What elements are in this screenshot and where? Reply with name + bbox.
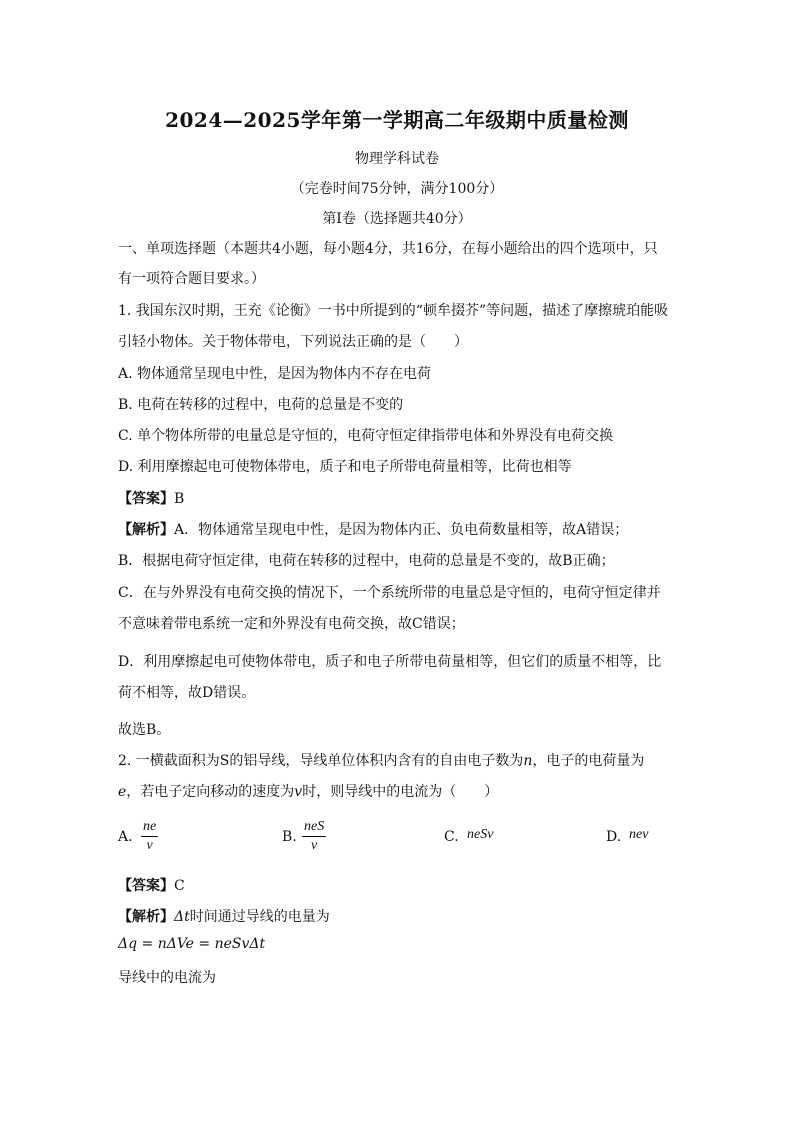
q1-analysis-a — [118, 519, 628, 539]
q2-analysis-dt: Δt — [174, 909, 190, 925]
q2-answer-value: C — [174, 878, 185, 894]
q2-stem-line2-text: ，若电子定向移动的速度为 — [126, 784, 295, 800]
q1-answer — [118, 488, 184, 508]
q1-option-c: C. 单个物体所带的电量总是守恒的，电荷守恒定律指带电体和外界没有电荷交换 — [118, 428, 614, 444]
q1-answer-value: B — [174, 491, 185, 507]
q2-option-a-fraction — [141, 818, 158, 855]
q2-option-c-label: C. — [444, 829, 459, 845]
q2-option-a-numerator: ne — [141, 818, 158, 837]
q2-stem-line1-text: 2. 一横截面积为S的铝导线，导线单位体积内含有的自由电子数为 — [118, 753, 524, 769]
exam-subject: 物理学科试卷 — [355, 151, 439, 167]
q1-conclusion: 故选B。 — [118, 722, 171, 738]
q2-option-c-value: neSv — [467, 827, 494, 842]
q2-option-d-value: nev — [629, 827, 649, 842]
q2-stem-v: v — [294, 784, 303, 800]
section-intro-line2: 有一项符合题目要求。） — [118, 271, 265, 287]
q1-analysis-label: 【解析】 — [118, 522, 174, 538]
q1-analysis-d1: D．利用摩擦起电可使物体带电，质子和电子所带电荷量相等，但它们的质量不相等，比 — [118, 654, 662, 670]
q2-stem-line1 — [118, 750, 644, 770]
q2-option-a-label: A. — [118, 829, 133, 845]
section-intro-line1: 一、单项选择题（本题共4小题，每小题4分，共16分，在每小题给出的四个选项中，只 — [118, 241, 658, 257]
q1-option-b: B. 电荷在转移的过程中，电荷的总量是不变的 — [118, 397, 404, 413]
q2-stem-line2-tail: 时，则导线中的电流为（ ） — [302, 784, 499, 800]
q1-option-d: D. 利用摩擦起电可使物体带电，质子和电子所带电荷量相等，比荷也相等 — [118, 459, 572, 475]
q1-answer-label: 【答案】 — [118, 491, 174, 507]
q2-option-b-fraction — [302, 818, 326, 855]
q2-option-b-numerator: neS — [302, 818, 326, 837]
q1-option-a: A. 物体通常呈现电中性，是因为物体内不存在电荷 — [118, 366, 432, 382]
exam-info: （完卷时间75分钟，满分100分） — [290, 181, 504, 197]
q2-analysis — [118, 906, 330, 926]
q2-analysis-label: 【解析】 — [118, 909, 174, 925]
q2-option-a-denominator: v — [146, 838, 153, 853]
q1-analysis-d2: 荷不相等，故D错误。 — [118, 685, 256, 701]
q1-stem-line2: 引轻小物体。关于物体带电，下列说法正确的是（ ） — [118, 334, 468, 350]
q2-stem-line1-tail: ，电子的电荷量为 — [532, 753, 645, 769]
q2-option-b-label: B. — [282, 829, 297, 845]
q2-stem-line2 — [118, 781, 498, 801]
q1-stem-line1: 1. 我国东汉时期，王充《论衡》一书中所提到的“顿牟掇芥”等问题，描述了摩擦琥珀能吸 — [118, 303, 669, 319]
q1-analysis-c2: 不意味着带电系统一定和外界没有电荷交换，故C错误； — [118, 616, 465, 632]
q2-answer-label: 【答案】 — [118, 878, 174, 894]
q2-analysis-text: 时间通过导线的电量为 — [189, 909, 330, 925]
q2-option-d-label: D. — [606, 829, 622, 845]
q2-option-b-denominator: v — [311, 838, 318, 853]
q2-stem-e: e — [118, 784, 127, 800]
q1-analysis-c1: C．在与外界没有电荷交换的情况下，一个系统所带的电量总是守恒的，电荷守恒定律并 — [118, 585, 661, 601]
exam-part: 第I卷（选择题共40分） — [322, 211, 472, 227]
q2-current-text: 导线中的电流为 — [118, 970, 216, 986]
q1-analysis-a-text: A．物体通常呈现电中性，是因为物体内正、负电荷数量相等，故A错误； — [174, 522, 629, 538]
q2-formula: Δq = nΔVe = neSvΔt — [118, 936, 266, 952]
q1-analysis-b: B．根据电荷守恒定律，电荷在转移的过程中，电荷的总量是不变的，故B正确； — [118, 553, 615, 569]
q2-answer — [118, 875, 185, 895]
exam-title: 2024—2025学年第一学期高二年级期中质量检测 — [165, 108, 629, 132]
q2-stem-n: n — [523, 753, 533, 769]
